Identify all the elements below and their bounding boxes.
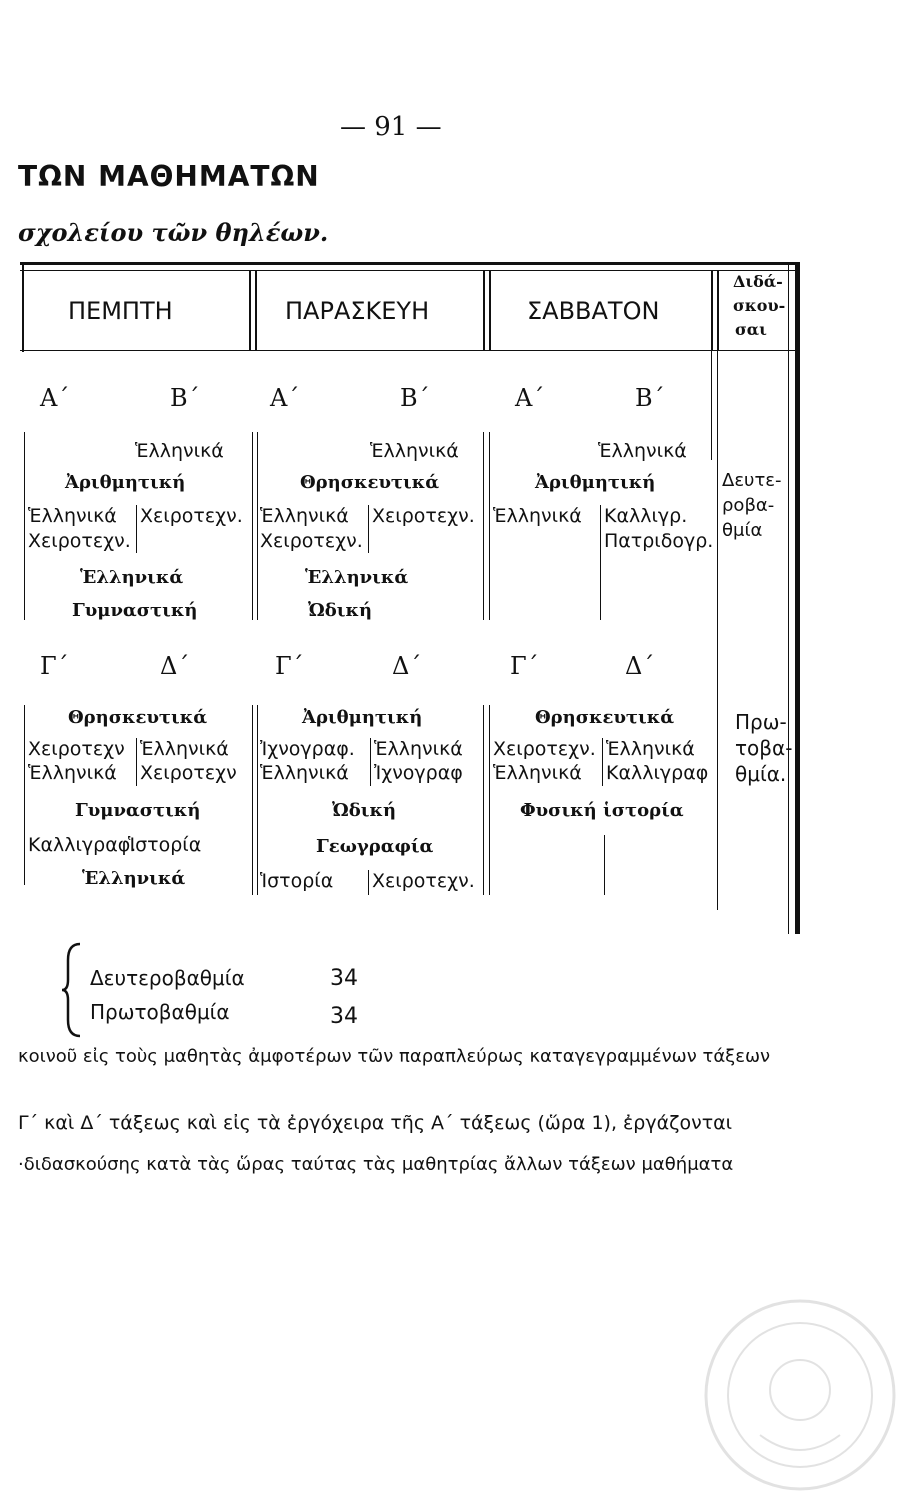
cell: Ἑλληνικά [370,440,459,462]
cell: Ἑλληνικά [493,762,582,784]
summary-label: Πρωτοβαθμία [90,1000,230,1024]
block-line [604,835,605,895]
cell: Χειροτεχν [140,762,237,784]
class-label: Γ΄ [275,652,304,680]
block-line [602,738,603,786]
cell: Ἱστορία [128,834,202,856]
cell: Γυμναστική [75,800,201,821]
day-header-friday: ΠΑΡΑΣΚΕΥΗ [285,297,430,325]
header-bottom-rule [20,350,796,351]
summary-value: 34 [330,966,358,991]
cell: Γεωγραφία [316,836,434,857]
col-divider [717,270,719,350]
cell: Ἀριθμητική [535,472,656,493]
cell: Ὠδική [332,800,397,821]
class-label: Α΄ [40,384,70,412]
teacher-cell: Δευτε- [722,470,782,491]
class-label: Α΄ [515,384,545,412]
block-line [24,705,25,885]
page-title: ΤΩΝ ΜΑΘΗΜΑΤΩΝ [18,160,320,193]
cell: Θρησκευτικά [68,707,208,728]
summary-value: 34 [330,1004,358,1029]
class-label: Β΄ [170,384,200,412]
block-line [483,432,484,620]
block-line [136,738,137,786]
footer-line: ·διδασκούσης κατὰ τὰς ὥρας ταύτας τὰς μαθητρίας ἄλλων τάξεων μαθήματα [18,1154,734,1175]
cell: Χειροτεχν. [372,505,475,527]
class-label: Β΄ [400,384,430,412]
table-right-border-thin [788,262,789,934]
cell: Ἰχνογραφ [374,762,463,784]
class-label: Δ΄ [160,652,190,680]
block-line [252,432,253,620]
block-line [257,705,258,895]
cell: Ἑλληνικά [606,738,695,760]
teacher-col-line [717,350,718,910]
cell: Γυμναστική [72,600,198,621]
cell: Ἑλληνικά [493,505,582,527]
cell: Χειροτεχν. [493,738,596,760]
cell: Πατριδογρ. [604,530,714,552]
cell: Χειροτεχν. [140,505,243,527]
cell: Ἑλληνικά [260,505,349,527]
cell: Ἑλληνικά [305,567,409,588]
class-label: Α΄ [270,384,300,412]
teacher-header-1: Διδά- [733,272,783,291]
teacher-header-3: σαι [735,320,767,339]
teacher-col-line [711,350,712,460]
table-top-rule-thin [20,270,796,271]
class-label: Β΄ [635,384,665,412]
teacher-cell: θμία. [735,762,787,786]
day-header-saturday: ΣΑΒΒΑΤΟΝ [527,297,660,325]
cell: Ἑλληνικά [374,738,463,760]
cell: Ἑλληνικά [80,567,184,588]
class-label: Δ΄ [392,652,422,680]
block-line [489,705,490,895]
library-seal-icon [700,1295,900,1495]
cell: Καλλιγραφ [606,762,709,784]
footer-line: κοινοῦ εἰς τοὺς μαθητὰς ἀμφοτέρων τῶν παραπλεύρως καταγεγραμμένων τάξεων [18,1046,771,1067]
class-label: Γ΄ [510,652,539,680]
cell: Καλλιγραφ. [28,834,137,856]
cell: Θρησκευτικά [300,472,440,493]
table-top-rule [20,262,796,265]
cell: Ἑλληνικά [28,762,117,784]
block-line [600,505,601,620]
table-left-edge [22,262,24,352]
block-line [257,432,258,620]
page-number: — 91 — [340,112,442,142]
summary-label: Δευτεροβαθμία [90,966,245,990]
class-label: Γ΄ [40,652,69,680]
block-line [24,432,25,620]
cell: Ἑλληνικά [140,738,229,760]
col-divider [489,270,491,350]
col-divider [483,270,485,350]
cell: Ἑλληνικά [598,440,687,462]
day-header-thursday: ΠΕΜΠΤΗ [68,297,173,325]
block-line [252,705,253,895]
cell: Χειροτεχν. [28,530,131,552]
cell: Ἀριθμητική [302,707,423,728]
col-divider [711,270,713,350]
brace-icon [60,940,84,1040]
cell: Ἑλληνικά [28,505,117,527]
page-subtitle: σχολείου τῶν θηλέων. [18,218,329,247]
footer-line: Γ΄ καὶ Δ΄ τάξεως καὶ εἰς τὰ ἐργόχειρα τῆς Α΄ τάξεως (ὥρα 1), ἐργάζονται [18,1112,733,1134]
teacher-cell: ροβα- [722,495,775,516]
teacher-cell: θμία [722,520,763,541]
cell: Καλλιγρ. [604,505,688,527]
cell: Ἑλληνικά [82,868,186,889]
teacher-cell: Πρω- [735,710,787,734]
block-line [370,738,371,786]
block-line [483,705,484,895]
cell: Ὠδική [308,600,373,621]
cell: Ἰχνογραφ. [260,738,355,760]
cell: Ἀριθμητική [65,472,186,493]
cell: Φυσική ἱστορία [520,800,684,821]
teacher-cell: τοβα- [735,736,793,760]
cell: Ἑλληνικά [135,440,224,462]
teacher-header-2: σκου- [733,296,786,315]
col-divider [249,270,251,350]
cell: Χειροτεχν. [372,870,475,892]
cell: Θρησκευτικά [535,707,675,728]
cell: Χειροτεχν [28,738,125,760]
cell: Ἑλληνικά [260,762,349,784]
block-line [368,870,369,895]
cell: Ἱστορία [260,870,334,892]
class-label: Δ΄ [625,652,655,680]
block-line [489,432,490,620]
cell: Χειροτεχν. [260,530,363,552]
block-line [368,505,369,553]
col-divider [255,270,257,350]
table-right-border [795,262,800,934]
block-line [136,505,137,553]
